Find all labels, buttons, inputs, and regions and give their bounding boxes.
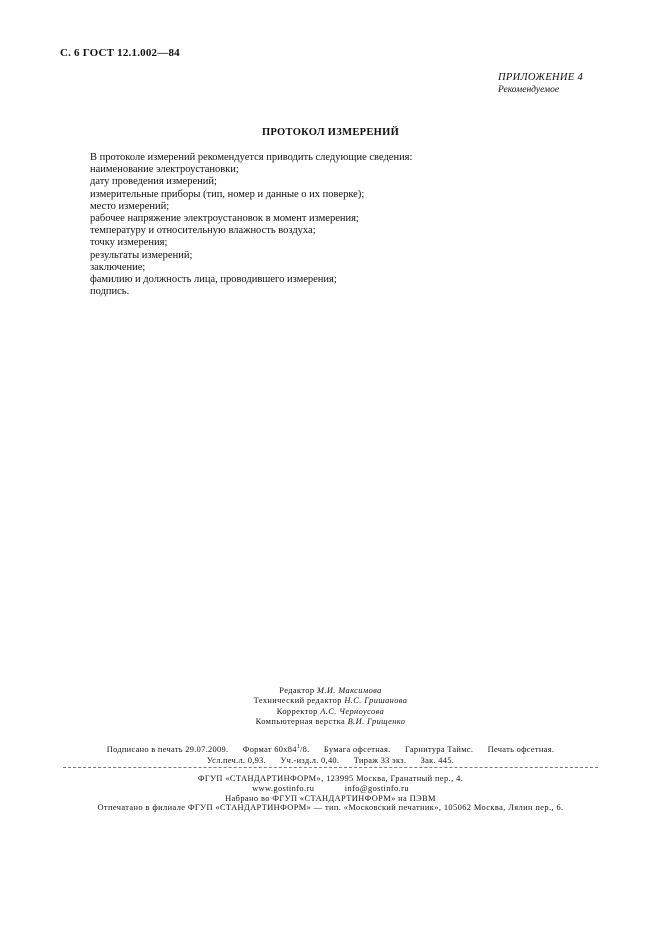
format-suffix: /8. — [300, 744, 310, 754]
typeset-note: Набрано во ФГУП «СТАНДАРТИНФОРМ» на ПЭВМ — [225, 793, 436, 803]
list-item: рабочее напряжение электроустановок в момент измерения; — [90, 213, 359, 225]
credit-role: Корректор — [276, 706, 318, 716]
print-info-row — [0, 755, 661, 767]
appendix-label: ПРИЛОЖЕНИЕ 4 — [498, 72, 583, 83]
paper-type: Бумага офсетная. — [323, 744, 391, 754]
order-number: Зак. 445. — [420, 756, 455, 766]
printed-note: Отпечатано в филиале ФГУП «СТАНДАРТИНФОРМ» — тип. «Московский печатник», 105062 Москва, Лялин пер., 6. — [97, 803, 564, 813]
print-info-row — [0, 742, 661, 755]
protocol-body — [90, 152, 412, 298]
signed-date: Подписано в печать 29.07.2009. — [106, 744, 229, 754]
website-link[interactable]: www.gostinfo.ru — [252, 783, 315, 793]
credit-line — [0, 717, 661, 727]
divider — [63, 767, 598, 768]
list-item: точку измерения; — [90, 237, 168, 249]
list-item: температуру и относительную влажность воздуха; — [90, 225, 316, 237]
usl-pech: Усл.печ.л. 0,93. — [206, 756, 266, 766]
print-run: Тираж 33 экз. — [353, 756, 407, 766]
credit-name: В.И. Грищенко — [347, 716, 406, 726]
list-item: заключение; — [90, 261, 146, 273]
list-item: наименование электроустановки; — [90, 164, 239, 176]
credit-name: М.И. Максимова — [316, 686, 382, 695]
page-header: С. 6 ГОСТ 12.1.002—84 — [60, 47, 180, 59]
appendix-block — [498, 71, 583, 97]
format-sup: 1 — [296, 744, 300, 750]
uch-izd: Уч.-изд.л. 0,40. — [280, 756, 340, 766]
format — [243, 745, 310, 754]
credit-line — [0, 686, 661, 696]
requirements-list — [90, 164, 412, 298]
credit-name: А.С. Черноусова — [320, 706, 385, 716]
format-prefix: Формат 60x84 — [242, 744, 297, 754]
list-item: подпись. — [90, 286, 130, 298]
appendix-status: Рекомендуемое — [498, 85, 560, 95]
credit-line — [0, 696, 661, 706]
credit-role: Технический редактор — [253, 696, 342, 706]
list-item: фамилию и должность лица, проводившего измерения; — [90, 274, 337, 286]
typeface: Гарнитура Таймс. — [404, 744, 474, 754]
email-link[interactable]: info@gostinfo.ru — [344, 783, 409, 793]
credit-name: Н.С. Гришанова — [344, 696, 408, 706]
list-item: измерительные приборы (тип, номер и данные о их поверке); — [90, 188, 365, 200]
print-type: Печать офсетная. — [487, 744, 555, 754]
editorial-credits — [0, 686, 661, 727]
publisher-block — [0, 774, 661, 813]
publisher-address: ФГУП «СТАНДАРТИНФОРМ», 123995 Москва, Гранатный пер., 4. — [197, 774, 464, 783]
credit-line — [0, 707, 661, 717]
print-info — [0, 742, 661, 767]
publisher-contacts — [0, 784, 661, 794]
section-title: ПРОТОКОЛ ИЗМЕРЕНИЙ — [261, 127, 400, 138]
body-lead: В протоколе измерений рекомендуется приводить следующие сведения: — [90, 152, 413, 163]
credit-role: Компьютерная верстка — [255, 716, 346, 726]
list-item: место измерений; — [90, 200, 170, 212]
list-item: дату проведения измерений; — [90, 176, 217, 188]
list-item: результаты измерений; — [90, 249, 193, 261]
credit-role: Редактор — [279, 686, 315, 695]
